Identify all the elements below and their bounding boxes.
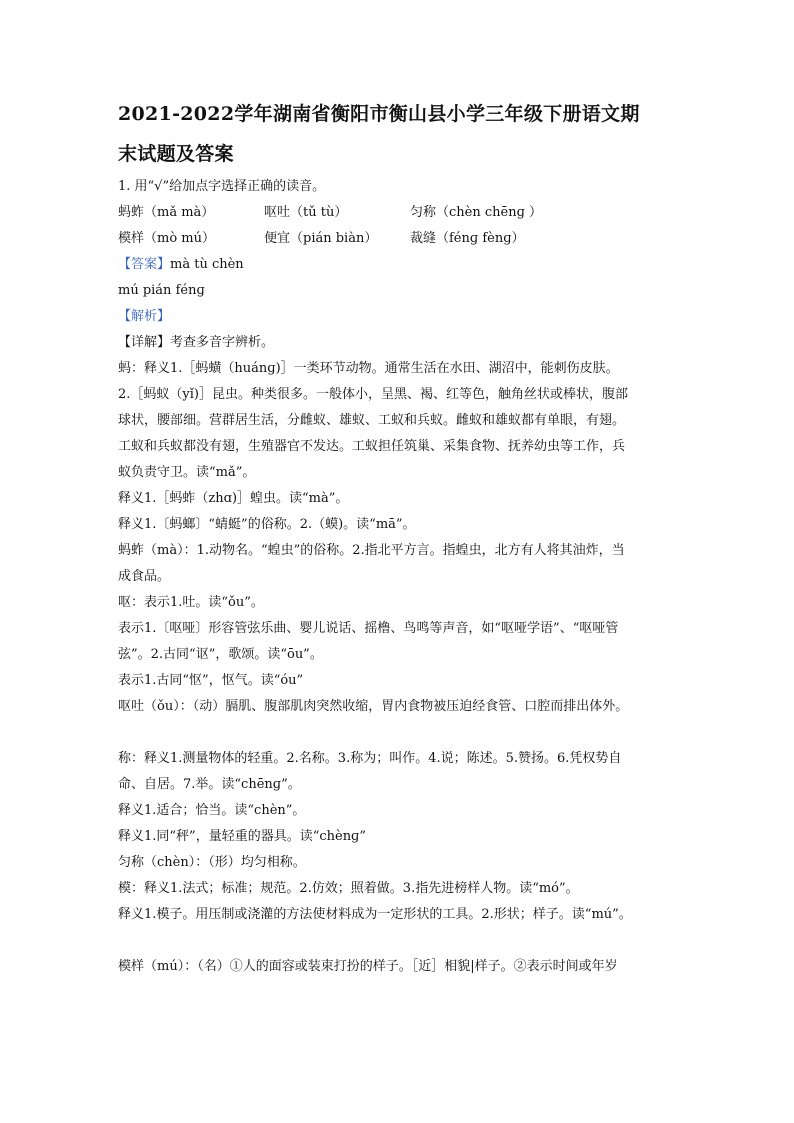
question-row-2 [118,226,678,252]
detail-line: 匀称（chèn）：（形）均匀相称。 [118,855,306,870]
detail-line: 模样（mú）：（名）①人的面容或装束打扮的样子。［近］相貌|样子。②表示时间或年岁 [118,959,618,974]
analysis-label: 【解析】 [118,309,171,324]
option-mazha: 蚂蚱（mǎ mà） [118,205,215,220]
question-stem: 1. 用“√”给加点字选择正确的读音。 [118,179,326,194]
detail-line: 命、自居。7.举。读“chēnɡ”。 [118,777,301,792]
detail-line: 呕：表示1.吐。读“ǒu”。 [118,595,264,610]
option-pianyi: 便宜（pián biàn） [264,231,378,246]
detail-line: 模：释义1.法式；标准；规范。2.仿效；照着做。3.指先进榜样人物。读“mó”。 [118,881,579,896]
title-line-2: 末试题及答案 [118,143,234,165]
option-yunchen: 匀称（chèn chēnɡ ） [410,205,543,220]
detail-line: 蚂：释义1.［蚂蟥（huánɡ)］一类环节动物。通常生活在水田、湖沼中，能刺伤皮肤。 [118,361,619,376]
detail-line: 2.［蚂蚁（yǐ)］昆虫。种类很多。一般体小，呈黑、褐、红等色，触角丝状或棒状，腹部 [118,387,628,402]
detail-body [118,330,678,980]
answer-label: 【答案】 [118,257,171,272]
detail-line: 蚁负责守卫。读“mǎ”。 [118,465,256,480]
question-row-1 [118,200,678,226]
detail-line: 球状，腰部细。营群居生活，分雌蚁、雄蚁、工蚁和兵蚁。雌蚁和雄蚁都有单眼，有翅。 [118,413,626,428]
document-page [118,94,678,980]
detail-line: 蚂蚱（mà）：1.动物名。“蝗虫”的俗称。2.指北平方言。指蝗虫，北方有人将其油炸，当 [118,543,625,558]
answer-line-1 [118,252,678,278]
detail-line: 【详解】考查多音字辨析。 [118,335,275,350]
detail-line: 成食品。 [118,569,171,584]
answer-text-1: mà tù chèn [170,257,244,272]
detail-blank [118,928,678,954]
option-caifeng: 裁缝（fénɡ fènɡ） [410,231,525,246]
detail-line: 弦”。2.古同“讴”，歌颂。读“ōu”。 [118,647,323,662]
detail-line: 呕吐（ǒu）：（动）膈肌、腹部肌肉突然收缩，胃内食物被压迫经食管、口腔而排出体外。 [118,699,629,714]
detail-line: 释义1.〔蚂螂〕“蜻蜓”的俗称。2.（蟆)。读“mā”。 [118,517,416,532]
answer-line-2: mú pián fénɡ [118,283,205,298]
detail-line: 称：释义1.测量物体的轻重。2.名称。3.称为；叫作。4.说；陈述。5.赞扬。6.凭权势自 [118,751,622,766]
detail-line: 释义1.适合；恰当。读“chèn”。 [118,803,306,818]
title-line-1: 2021-2022学年湖南省衡阳市衡山县小学三年级下册语文期 [118,103,640,125]
document-title [118,94,678,174]
detail-blank [118,720,678,746]
detail-line: 表示1.古同“怄”，怄气。读“óu” [118,673,304,688]
option-outu: 呕吐（tǔ tù） [264,205,348,220]
detail-line: 释义1.模子。用压制或浇灌的方法使材料成为一定形状的工具。2.形状；样子。读“mú”。 [118,907,632,922]
detail-line: 表示1.〔呕哑〕形容管弦乐曲、婴儿说话、摇橹、鸟鸣等声音，如“呕哑学语”、“呕哑管 [118,621,619,636]
option-muyang: 模样（mò mú） [118,231,215,246]
detail-line: 释义1.［蚂蚱（zhɑ)］蝗虫。读“mà”。 [118,491,349,506]
detail-line: 释义1.同“秤”，量轻重的器具。读“chènɡ” [118,829,367,844]
detail-line: 工蚁和兵蚁都没有翅，生殖器官不发达。工蚁担任筑巢、采集食物、抚养幼虫等工作，兵 [118,439,626,454]
